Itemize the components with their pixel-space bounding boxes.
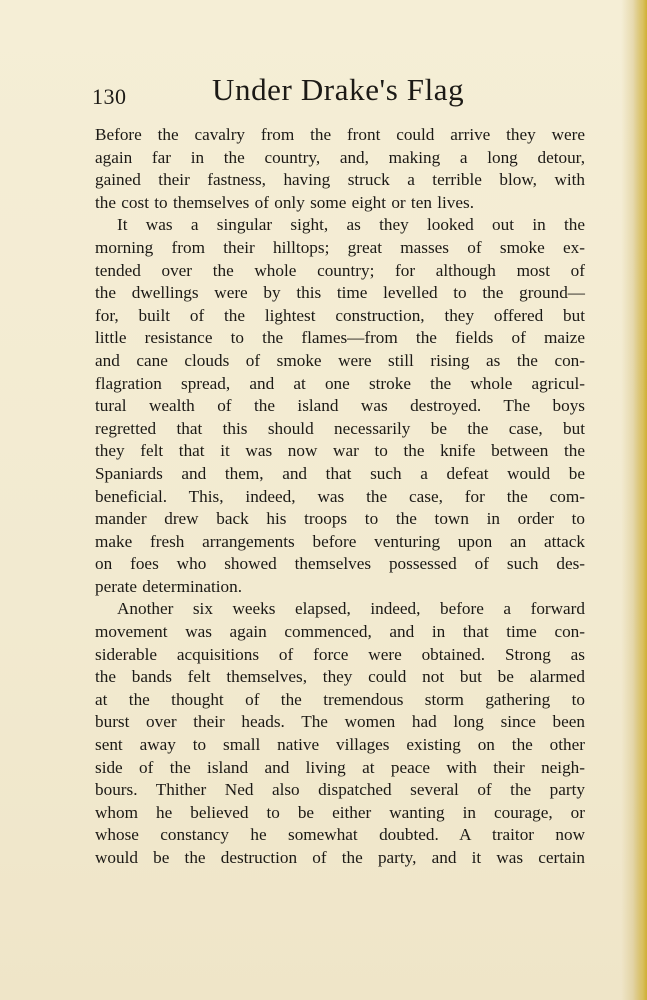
text-line: morning from their hilltops; great masses of smoke ex- [95,237,585,257]
text-line: and cane clouds of smoke were still rising as the con- [95,350,585,370]
text-line: again far in the country, and, making a long detour, [95,147,585,167]
text-line: siderable acquisitions of force were obtained. Strong as [95,644,585,664]
text-line: movement was again commenced, and in that time con- [95,622,585,642]
text-line: burst over their heads. The women had long since been [95,712,585,732]
text-line: would be the destruction of the party, and it was certain [95,848,585,867]
text-line: mander drew back his troops to the town in order to [95,509,585,529]
text-line: the dwellings were by this time levelled to the ground— [95,283,585,303]
text-line: Before the cavalry from the front could arrive they were [95,125,585,144]
text-line: for, built of the lightest construction, they offered but [95,305,585,325]
text-line: at the thought of the tremendous storm gathering to [95,689,585,709]
text-line: flagration spread, and at one stroke the whole agricul- [95,373,585,393]
text-line: bours. Thither Ned also dispatched several of the party [95,780,585,800]
text-line: whose constancy he somewhat doubted. A traitor now [95,825,585,845]
page-number: 130 [92,84,127,109]
text-line: on foes who showed themselves possessed of such des- [95,554,585,574]
text-line: make fresh arrangements before venturing upon an attack [95,531,585,551]
text-line: side of the island and living at peace with their neigh- [95,757,585,777]
text-line: tended over the whole country; for although most of [95,260,585,280]
text-line: whom he believed to be either wanting in courage, or [95,802,585,822]
text-line: sent away to small native villages existing on the other [95,735,585,755]
page-header [92,72,592,116]
text-line: Spaniards and them, and that such a defeat would be [95,463,585,483]
text-line: they felt that it was now war to the knife between the [95,441,585,461]
text-line: the bands felt themselves, they could not but be alarmed [95,667,585,687]
text-line: beneficial. This, indeed, was the case, for the com- [95,486,585,506]
text-line: tural wealth of the island was destroyed. The boys [95,396,585,416]
text-line: Another six weeks elapsed, indeed, before a forward [117,599,585,619]
text-line: the cost to themselves of only some eight or ten lives. [95,192,474,212]
text-line: perate determination. [95,576,243,596]
text-line: gained their fastness, having struck a terrible blow, with [95,170,585,190]
body-text [95,124,585,870]
text-line: It was a singular sight, as they looked out in the [117,215,585,235]
text-line: little resistance to the flames—from the fields of maize [95,328,585,348]
text-line: regretted that this should necessarily be the case, but [95,418,585,438]
page-edge-shading [633,0,647,1000]
running-title: Under Drake's Flag [212,72,465,107]
